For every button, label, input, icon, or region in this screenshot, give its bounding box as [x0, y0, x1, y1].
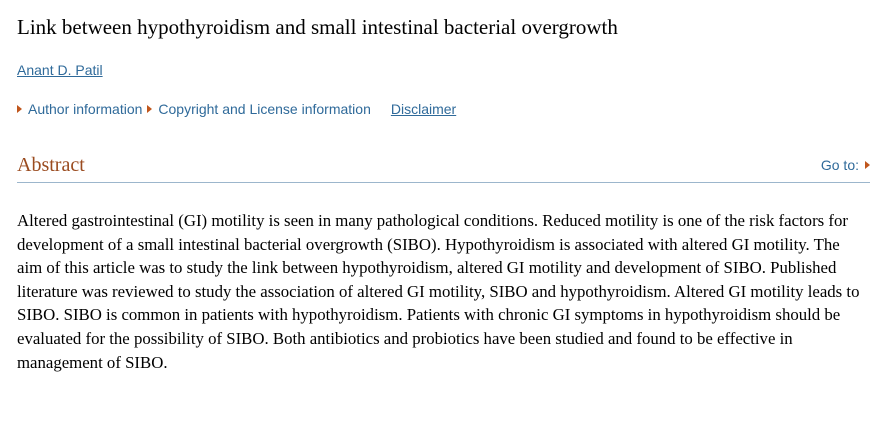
goto-label: Go to: [820, 157, 859, 173]
goto-menu[interactable] [821, 156, 870, 174]
copyright-license-label: Copyright and License information [158, 101, 371, 117]
article-meta-links [17, 100, 456, 118]
copyright-license-toggle[interactable] [147, 100, 370, 118]
article-title: Link between hypothyroidism and small intestinal bacterial overgrowth [17, 15, 618, 39]
disclaimer-link[interactable]: Disclaimer [390, 101, 457, 117]
abstract-section-header [17, 150, 870, 183]
goto-triangle-icon [865, 161, 870, 169]
author-information-toggle[interactable] [17, 100, 142, 118]
abstract-paragraph: Altered gastrointestinal (GI) motility is seen in many pathological conditions. Reduced motility is one of the risk factors for development of a small intestinal bacterial overgrowth (SIBO). Hypothyroidism is associated with altered GI motility. The aim of this article was to study the link between hypothyroidism, altered GI motility and development of SIBO. Published literature was reviewed to study the association of altered GI motility, SIBO and hypothyroidism. Altered GI motility leads to SIBO. SIBO is common in patients with hypothyroidism. Patients with chronic GI symptoms in hypothyroidism should be evaluated for the possibility of SIBO. Both antibiotics and probiotics have been studied and found to be effective in management of SIBO. [17, 211, 860, 372]
author-link[interactable]: Anant D. Patil [17, 62, 103, 78]
expand-triangle-icon [147, 105, 152, 113]
expand-triangle-icon [17, 105, 22, 113]
author-information-label: Author information [28, 101, 143, 117]
section-title: Abstract [17, 154, 85, 176]
